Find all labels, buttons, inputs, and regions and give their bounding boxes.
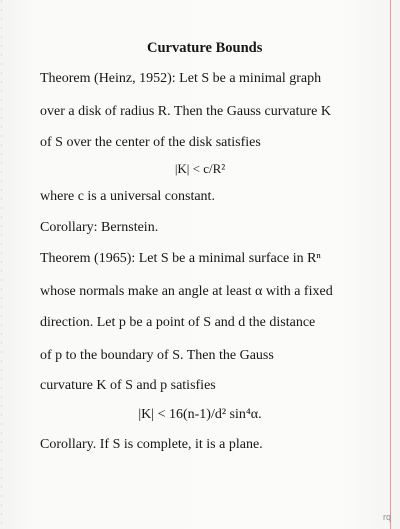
theorem-heinz-line-2: over a disk of radius R. Then the Gauss curvature K: [40, 104, 331, 119]
theorem-1965-line-1: Theorem (1965): Let S be a minimal surface in Rⁿ: [40, 251, 321, 266]
theorem-1965-line-5: curvature K of S and p satisfies: [40, 378, 216, 393]
constant-note: where c is a universal constant.: [40, 189, 215, 204]
corollary-plane: Corollary. If S is complete, it is a plane.: [40, 437, 263, 452]
corollary-bernstein: Corollary: Bernstein.: [40, 220, 159, 235]
theorem-1965-line-4: of p to the boundary of S. Then the Gauss: [40, 348, 274, 363]
binding-edge: [1, 0, 2, 529]
formula-1965: |K| < 16(n-1)/d² sin⁴α.: [138, 407, 262, 422]
page-title: Curvature Bounds: [147, 40, 263, 56]
theorem-1965-line-3: direction. Let p be a point of S and d the distance: [40, 315, 316, 330]
theorem-1965-line-2: whose normals make an angle at least α with a fixed: [40, 284, 333, 299]
theorem-heinz-line-3: of S over the center of the disk satisfies: [40, 135, 261, 150]
margin-rule: [390, 0, 391, 529]
page-mark: rq: [383, 512, 392, 522]
formula-heinz: |K| < c/R²: [174, 161, 226, 176]
theorem-heinz-line-1: Theorem (Heinz, 1952): Let S be a minimal graph: [40, 71, 322, 86]
